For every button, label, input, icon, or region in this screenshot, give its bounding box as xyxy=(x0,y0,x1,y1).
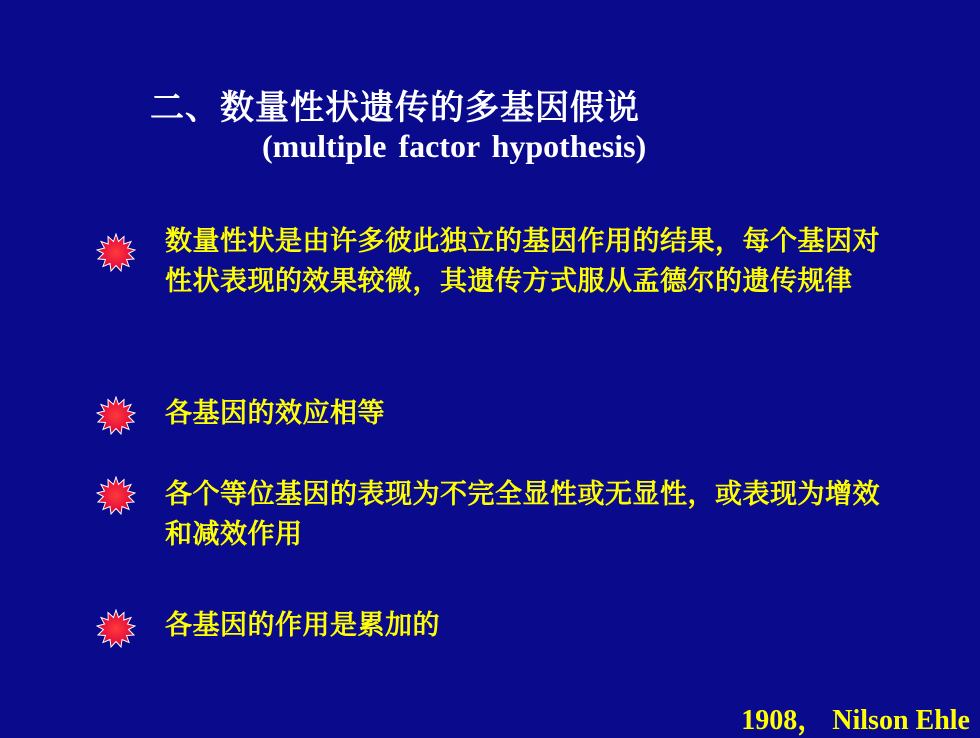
point-text: 数量性状是由许多彼此独立的基因作用的结果，每个基因对性状表现的效果较微，其遗传方式服从孟德尔的遗传规律 xyxy=(165,226,880,297)
citation-footer: 1908， Nilson Ehle xyxy=(741,705,970,736)
starburst-bullet-icon xyxy=(96,396,136,436)
point-text: 各基因的效应相等 xyxy=(165,398,385,429)
slide-subtitle: (multiple factor hypothesis) xyxy=(262,128,647,164)
point-text: 各个等位基因的表现为不完全显性或无显性，或表现为增效和减效作用 xyxy=(165,479,880,550)
starburst-bullet-icon xyxy=(96,233,136,273)
point-text: 各基因的作用是累加的 xyxy=(165,610,440,641)
starburst-bullet-icon xyxy=(96,476,136,516)
starburst-bullet-icon xyxy=(96,609,136,649)
slide-title: 二、数量性状遗传的多基因假说 xyxy=(150,88,640,128)
